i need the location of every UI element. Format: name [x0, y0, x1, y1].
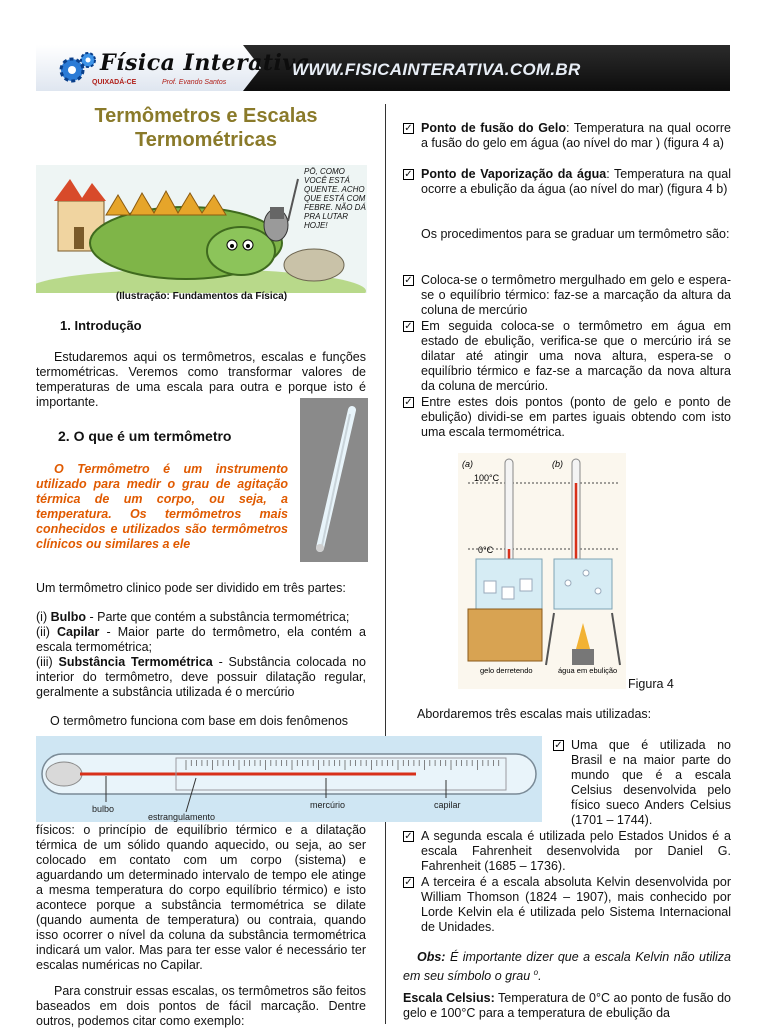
column-divider [385, 104, 386, 1024]
celsius-label: Escala Celsius: [403, 991, 495, 1005]
section-thermometer-heading: 2. O que é um termômetro [58, 428, 232, 444]
page-title [36, 104, 376, 152]
thermometer-diagram [36, 736, 542, 822]
checkbox-checked-icon: ✓ [404, 831, 413, 842]
checklist-fusion [403, 121, 731, 151]
vapor-term: Ponto de Vaporização da água [421, 167, 607, 181]
vapor-desc: : Temperatura na qual ocorre a ebulição da água (ao nível do mar) (figura 4 b) [421, 167, 731, 196]
fusion-term: Ponto de fusão do Gelo [421, 121, 566, 135]
logo-text: Física Interativa [100, 50, 311, 76]
part-substance-desc: - Substância colocada no interior do termômetro, deve possuir dilatação regular, geralmente a substância utilizada é o mercúrio [36, 655, 366, 699]
part-capilar-desc: - Maior parte do termômetro, ela contém a escala termométrica; [36, 625, 366, 654]
scales-intro: Abordaremos três escalas mais utilizadas: [417, 707, 652, 721]
diagram-label-capilar: capilar [434, 800, 461, 810]
scale3-text: A terceira é a escala absoluta Kelvin desenvolvida por William Thomson (1824 – 1907), mais conhecido por Lorde Kelvin ela é utilizada pelo Sistema Internacional de Unidades. [421, 875, 731, 934]
checklist-step2 [403, 319, 731, 394]
step2-text: Em seguida coloca-se o termômetro em água em estado de ebulição, verifica-se que o mercúrio irá se dilatar até atingir uma nova altura, espera-se o equilíbrio térmico e faz-se a marcação da nova altura da coluna de mercúrio. [421, 319, 731, 393]
fig-caption-b: água em ebulição [558, 666, 618, 675]
part-bulbo-term: Bulbo [50, 610, 86, 624]
logo-subtitle-author: Prof. Evando Santos [162, 79, 227, 86]
checklist-vapor [403, 167, 731, 197]
part-capilar-term: Capilar [56, 625, 100, 639]
section-intro-heading: 1. Introdução [60, 318, 142, 333]
fig-label-100c: 100°C [474, 473, 500, 483]
checkbox-checked-icon: ✓ [404, 169, 413, 180]
checkbox-checked-icon: ✓ [404, 877, 413, 888]
fusion-desc: : Temperatura na qual ocorre a fusão do gelo em água (ao nível do mar ) (figura 4 a) [421, 121, 731, 150]
obs-label: Obs: [417, 950, 446, 964]
obs-text: É importante dizer que a escala Kelvin não utiliza em seu símbolo o grau [403, 950, 731, 984]
celsius-text: Temperatura de 0°C ao ponto de fusão do gelo e 100°C para a temperatura de ebulição da [403, 991, 731, 1020]
phenomena-paragraph: físicos: o princípio de equilíbrio térmico e a dilatação térmica de um sólido quando aquecido, ou seja, ao ser colocado em contato com um corpo (sistema) e aguardando um determinado intervalo de tempo ele atinge a mesma temperatura do corpo equilíbrio térmico) e isto acontece porque a substância termométrica se dilate (quando aumenta de temperatura) ou contraia, quando isso ocorrer o nível da coluna da substância termométrica indicará um valor. Mas para ter esse valor é necessário ter escalas numéricas no Capilar. [36, 823, 366, 972]
fig-label-a: (a) [462, 459, 473, 469]
works-intro: O termômetro funciona com base em dois fenômenos [50, 714, 349, 728]
scale1-text: Uma que é utilizada no Brasil e na maior parte do mundo que é a escala Celsius desenvolvida pelo físico sueco Anders Celsius (1701 – 1744). [571, 738, 731, 827]
checklist-scale-fahrenheit [403, 829, 731, 874]
construct-paragraph: Para construir essas escalas, os termômetros são feitos baseados em dois pontos de fácil marcação. Dentre outros, podemos citar como exemplo: [36, 984, 366, 1028]
diagram-label-bulbo: bulbo [92, 804, 115, 814]
celsius-paragraph [403, 991, 731, 1021]
part-capilar-prefix: (ii) [36, 625, 57, 639]
checkbox-checked-icon: ✓ [404, 123, 413, 134]
page-title-line2: Termométricas [135, 129, 277, 151]
illustration-caption: (Ilustração: Fundamentos da Física) [115, 291, 288, 302]
diagram-label-mercurio: mercúrio [310, 800, 346, 810]
figure4-label: Figura 4 [628, 677, 674, 691]
fig-label-0c: 0°C [478, 545, 494, 555]
thermometer-definition: O Termômetro é um instrumento utilizado para medir o grau de agitação térmica de um corpo, ou seja, a temperatura. Os termômetros mais conhecidos e utilizados são termômetros clínicos ou similares a ele [36, 462, 288, 551]
part-substance-prefix: (iii) [36, 655, 59, 669]
step3-text: Entre estes dois pontos (ponto de gelo e ponto de ebulição) dividi-se em partes iguais obtendo com isto uma escala termométrica. [421, 395, 731, 439]
checklist-step1 [403, 273, 731, 318]
part-bulbo [36, 610, 366, 625]
part-capilar [36, 625, 366, 655]
checklist-scale-celsius [553, 738, 731, 828]
logo-subtitle-city: QUIXADÁ-CE [92, 79, 137, 86]
step1-text: Coloca-se o termômetro mergulhado em gelo e espera-se o equilíbrio térmico: faz-se a marcação da altura da coluna de mercúrio [421, 273, 731, 317]
obs-degree: o [533, 968, 539, 977]
clinical-thermometer-photo [300, 398, 368, 562]
fig-caption-a: gelo derretendo [480, 666, 533, 675]
dragon-cartoon-illustration [36, 165, 367, 293]
obs-note [403, 950, 731, 984]
site-url[interactable]: WWW.FISICAINTERATIVA.COM.BR [292, 60, 581, 79]
part-substance-term: Substância Termométrica [58, 655, 213, 669]
checkbox-checked-icon: ✓ [404, 397, 413, 408]
page-title-line1: Termômetros e Escalas [94, 105, 318, 127]
diagram-label-estrangulamento: estrangulamento [148, 812, 216, 822]
figure4-graduation-illustration [458, 453, 626, 689]
part-bulbo-desc: - Parte que contém a substância termométrica; [86, 610, 350, 624]
scale2-text: A segunda escala é utilizada pelo Estados Unidos é a escala Fahrenheit desenvolvida por Daniel G. Fahrenheit (1685 – 1736). [421, 829, 731, 873]
cartoon-speech-text: PÔ, COMO VOCÊ ESTÁ QUENTE. ACHO QUE ESTÁ COM FEBRE. NÃO DÁ PRA LUTAR HOJE! [304, 167, 366, 230]
part-substance [36, 655, 366, 700]
checkbox-checked-icon: ✓ [404, 275, 413, 286]
obs-end: . [538, 969, 542, 984]
part-bulbo-prefix: (i) [36, 610, 51, 624]
checkbox-checked-icon: ✓ [404, 321, 413, 332]
intro-paragraph: Estudaremos aqui os termômetros, escalas e funções termométricas. Veremos como transformar valores de temperaturas de uma escala para outra e porque isto é importante. [36, 350, 366, 409]
procedures-intro: Os procedimentos para se graduar um termômetro são: [421, 227, 730, 241]
parts-intro: Um termômetro clinico pode ser dividido em três partes: [36, 581, 346, 595]
checkbox-checked-icon: ✓ [554, 740, 563, 751]
checklist-step3 [403, 395, 731, 440]
checklist-scale-kelvin [403, 875, 731, 935]
fig-label-b: (b) [552, 459, 563, 469]
